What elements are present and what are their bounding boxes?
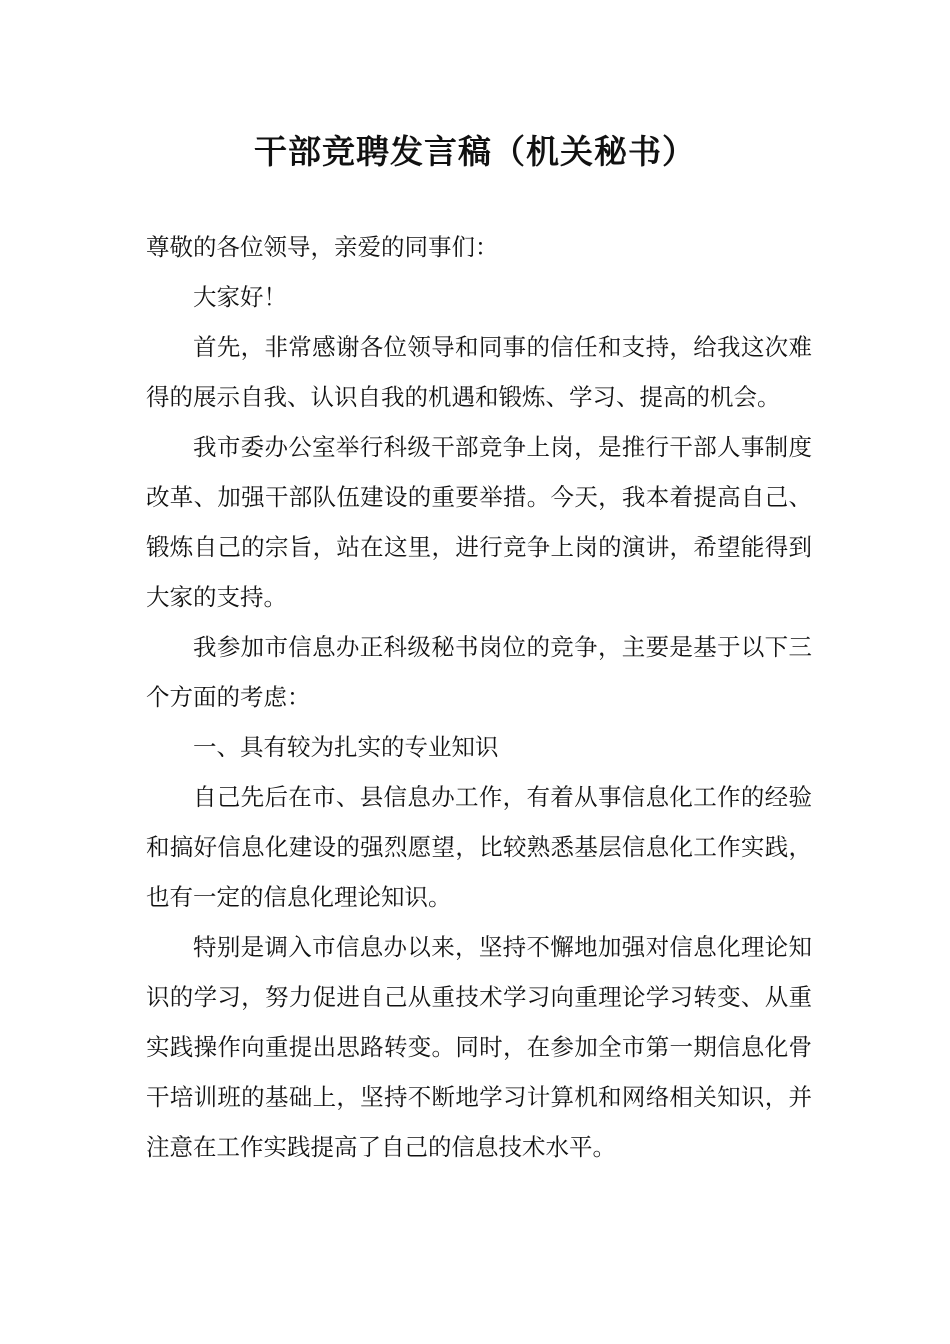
section-heading-1: 一、具有较为扎实的专业知识 — [193, 733, 499, 761]
paragraph-background: 我市委办公室举行科级干部竞争上岗，是推行干部人事制度改革、加强干部队伍建设的重要举措。今天，我本着提高自己、锻炼自己的宗旨，站在这里，进行竞争上岗的演讲，希望能得到大家的支持。 — [146, 433, 812, 611]
paragraph-hello: 大家好！ — [193, 283, 287, 311]
document-title: 干部竞聘发言稿（机关秘书） — [254, 132, 696, 171]
paragraph-learning: 特别是调入市信息办以来，坚持不懈地加强对信息化理论知识的学习，努力促进自己从重技术学习向重理论学习转变、从重实践操作向重提出思路转变。同时，在参加全市第一期信息化骨干培训班的基础上，坚持不断地学习计算机和网络相关知识，并注意在工作实践提高了自己的信息技术水平。 — [146, 933, 812, 1161]
paragraph-reasons-intro: 我参加市信息办正科级秘书岗位的竞争，主要是基于以下三个方面的考虑： — [146, 633, 812, 711]
paragraph-thanks: 首先，非常感谢各位领导和同事的信任和支持，给我这次难得的展示自我、认识自我的机遇和锻炼、学习、提高的机会。 — [146, 333, 812, 411]
paragraph-experience: 自己先后在市、县信息办工作，有着从事信息化工作的经验和搞好信息化建设的强烈愿望，比较熟悉基层信息化工作实践，也有一定的信息化理论知识。 — [146, 783, 812, 911]
greeting-paragraph: 尊敬的各位领导，亲爱的同事们： — [146, 233, 499, 261]
document-body — [146, 222, 812, 1172]
